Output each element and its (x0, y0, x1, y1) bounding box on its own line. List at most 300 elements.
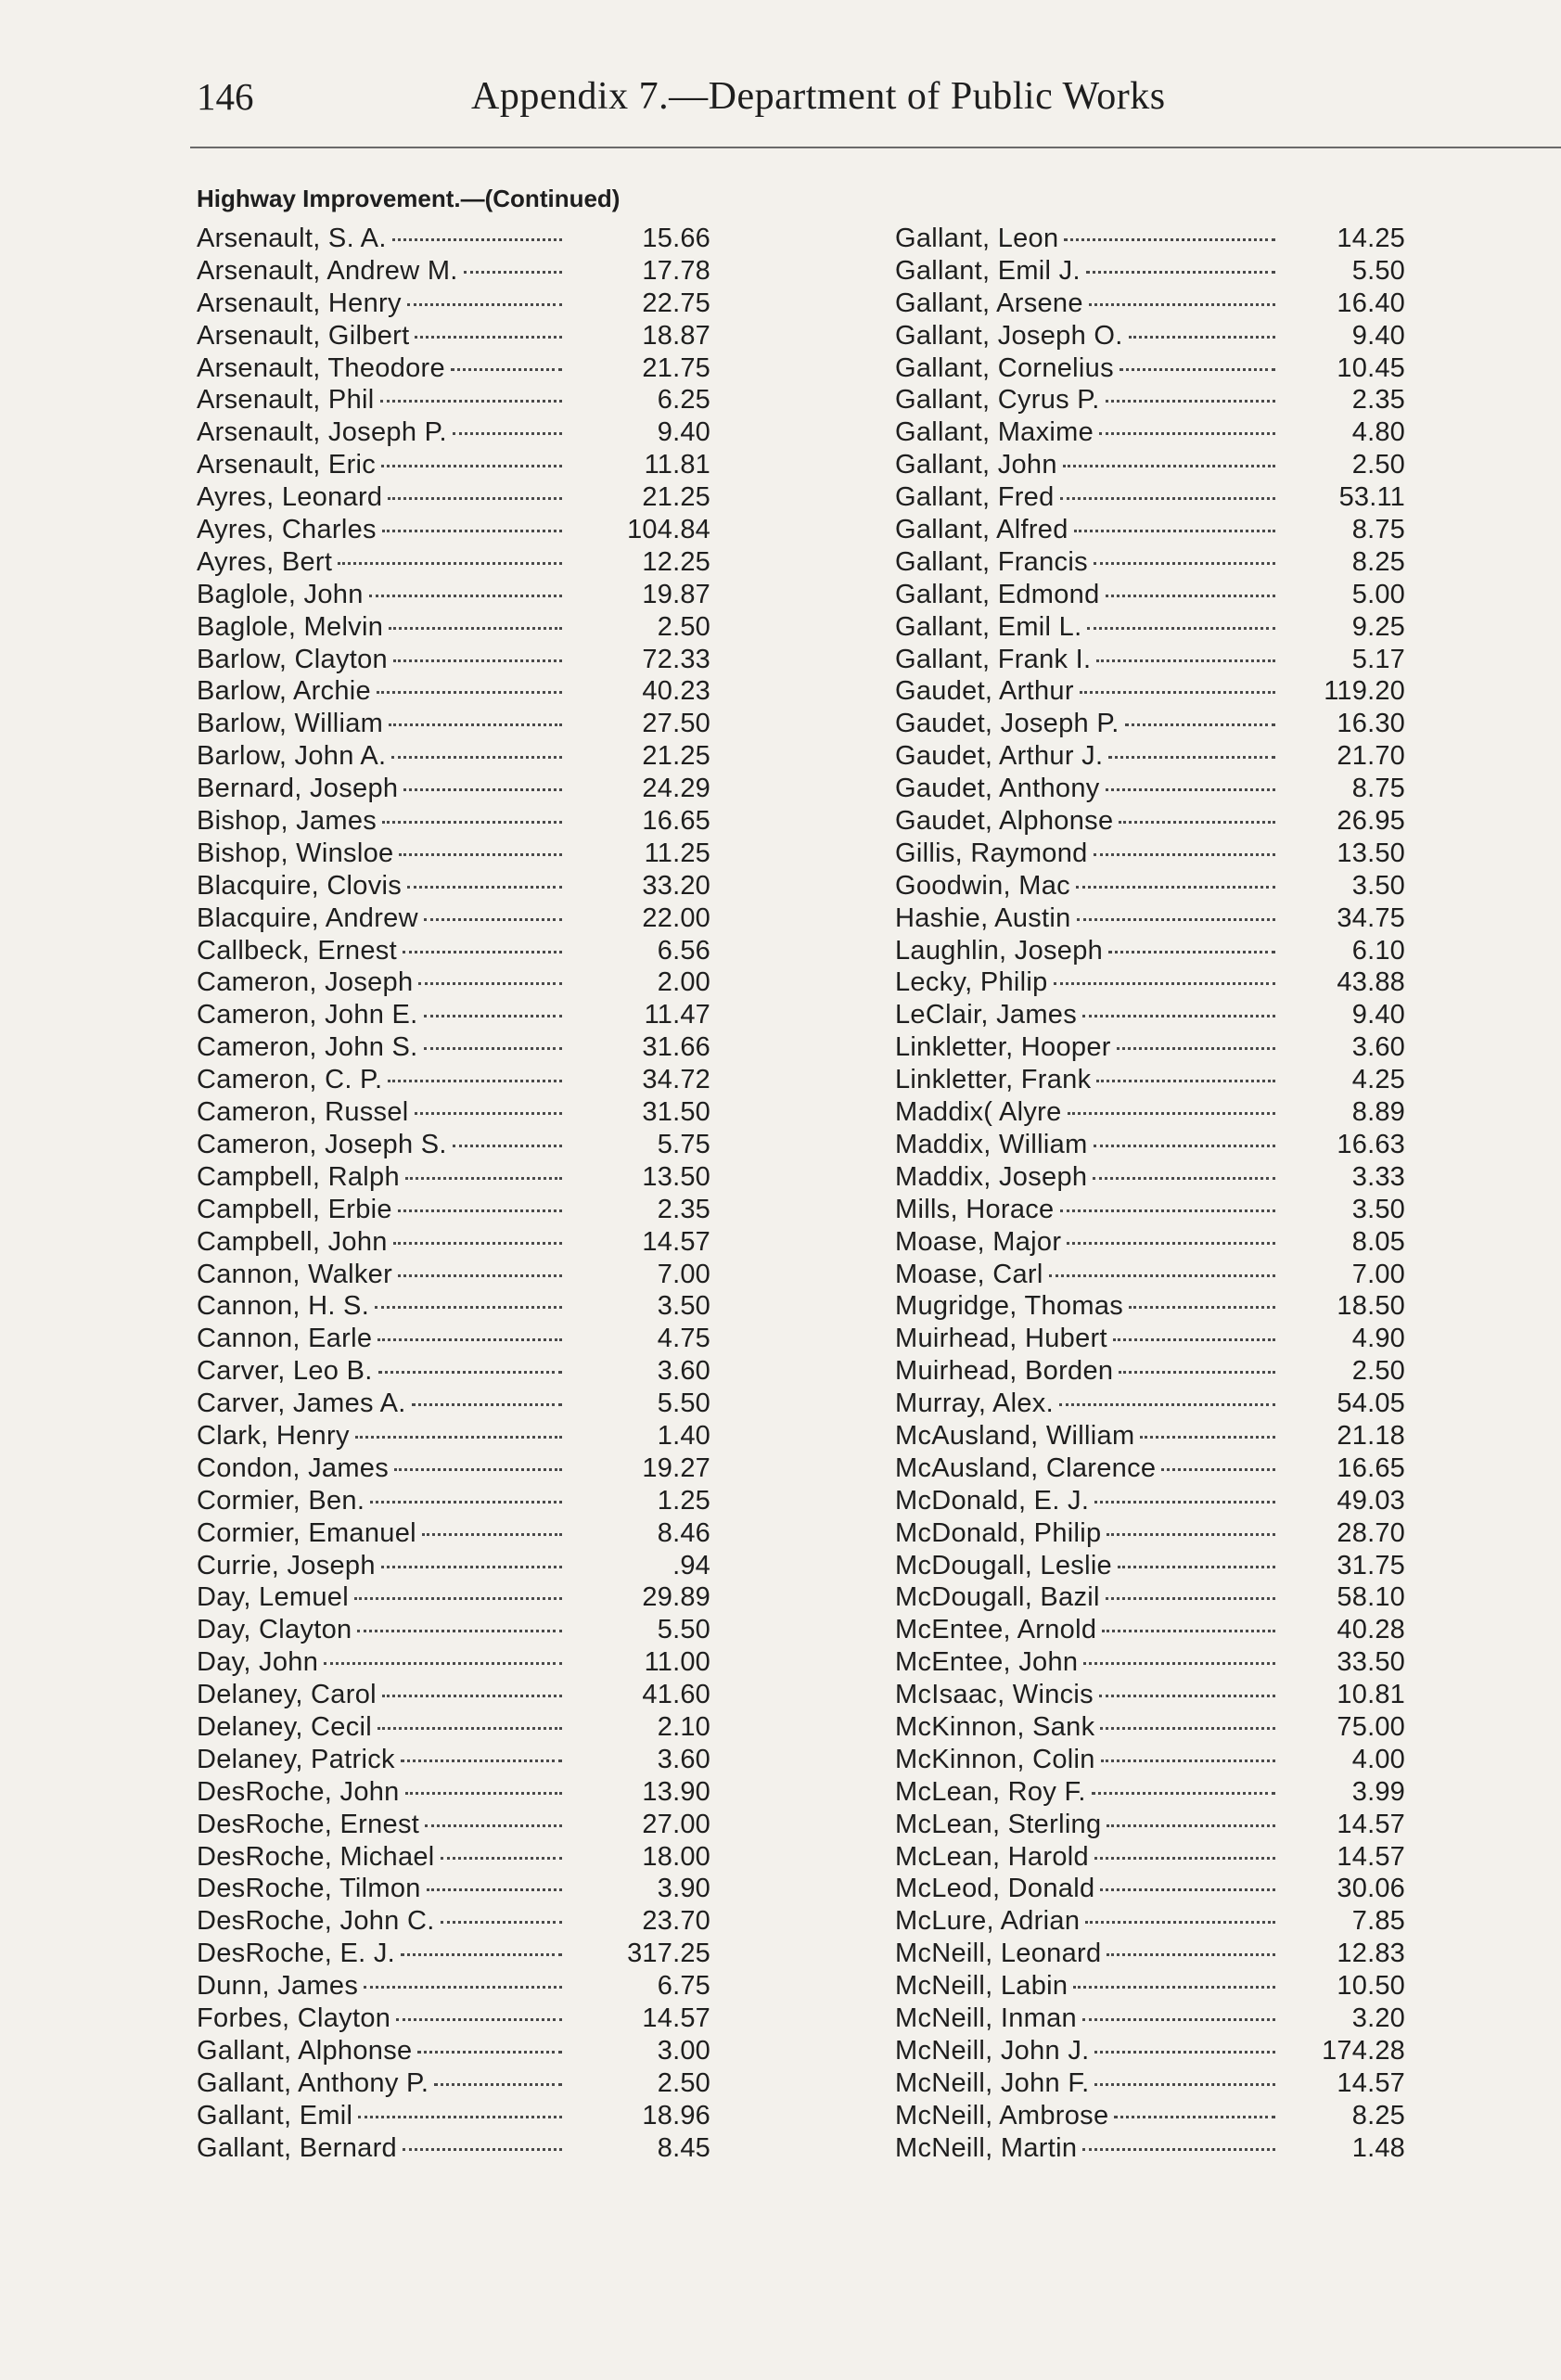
entry-name: Muirhead, Hubert (895, 1324, 1107, 1354)
entry-name-cell (197, 1970, 568, 2003)
dot-leader (389, 626, 562, 630)
entry-amount: 13.50 (642, 1161, 710, 1192)
entry-name-cell (197, 1290, 568, 1323)
entry-name-cell (197, 1161, 568, 1194)
entry-name: Gaudet, Anthony (895, 774, 1100, 804)
entry-amount: 11.00 (644, 1647, 710, 1678)
dot-leader (1094, 1500, 1275, 1503)
ledger-entry (895, 2132, 1405, 2165)
ledger-entry (197, 740, 710, 773)
dot-leader (1106, 787, 1275, 791)
entry-name-cell (197, 449, 568, 481)
dot-leader (1119, 820, 1275, 824)
entry-name-cell (197, 966, 568, 999)
entry-name: Gaudet, Arthur J. (895, 741, 1104, 772)
dot-leader (1113, 1337, 1275, 1341)
ledger-entry (895, 255, 1405, 288)
entry-name-cell (895, 1355, 1281, 1388)
entry-name: LeClair, James (895, 1000, 1077, 1030)
ledger-entry (197, 1031, 710, 1064)
entry-name-cell (895, 1485, 1281, 1517)
entry-name-cell (197, 352, 568, 385)
dot-leader (1060, 1209, 1276, 1212)
entry-name: Gaudet, Joseph P. (895, 709, 1120, 739)
dot-leader (1085, 1920, 1275, 1924)
entry-name-cell (197, 1031, 568, 1064)
dot-leader (1060, 496, 1275, 500)
entry-name: Moase, Major (895, 1226, 1062, 1257)
entry-name: McEntee, Arnold (895, 1615, 1097, 1645)
entry-name-cell (895, 546, 1281, 579)
entry-name-cell (197, 579, 568, 611)
dot-leader (377, 1726, 562, 1730)
entry-name: McNeill, John F. (895, 2067, 1090, 2098)
entry-amount: 3.50 (657, 1291, 710, 1322)
entry-name-cell (197, 1388, 568, 1420)
dot-leader (381, 1565, 562, 1568)
entry-name-cell (895, 740, 1281, 773)
entry-name-cell (895, 1841, 1281, 1874)
entry-name-cell (197, 1841, 568, 1874)
entry-amount: 14.57 (642, 2003, 710, 2033)
entry-amount: 22.00 (642, 902, 710, 933)
ledger-entry (197, 579, 710, 611)
ledger-entry (197, 838, 710, 870)
entry-amount: 3.50 (1351, 1194, 1405, 1224)
ledger-entry (197, 1809, 710, 1841)
entry-name: Gallant, Leon (895, 224, 1059, 253)
ledger-entry (895, 1970, 1405, 2003)
entry-amount: 31.50 (642, 1097, 710, 1128)
entry-amount: 33.20 (642, 870, 710, 901)
entry-name: Day, John (197, 1647, 319, 1678)
entry-name-cell (895, 1323, 1281, 1355)
dot-leader (1108, 950, 1275, 953)
dot-leader (1106, 399, 1275, 403)
entry-amount: 3.99 (1351, 1776, 1405, 1807)
dot-leader (324, 1661, 562, 1665)
entry-amount: 21.25 (642, 482, 710, 513)
entry-name-cell (895, 2003, 1281, 2035)
entry-name-cell (895, 1388, 1281, 1420)
entry-name-cell (197, 320, 568, 352)
ledger-entry (197, 708, 710, 740)
dot-leader (382, 529, 562, 532)
entry-name: Cameron, Russel (197, 1097, 409, 1128)
entry-amount: 4.90 (1351, 1324, 1405, 1354)
dot-leader (424, 1046, 562, 1050)
entry-name: McNeill, Martin (895, 2132, 1078, 2163)
entry-amount: 43.88 (1337, 967, 1405, 998)
ledger-entry (197, 1129, 710, 1161)
ledger-entry (895, 1161, 1405, 1194)
ledger-entry (895, 1096, 1405, 1129)
entry-name: Gaudet, Arthur (895, 676, 1074, 707)
entry-name-cell (895, 384, 1281, 416)
entry-amount: 49.03 (1337, 1485, 1405, 1516)
entry-name: Gaudet, Alphonse (895, 806, 1114, 837)
dot-leader (381, 464, 562, 467)
entry-name: Gallant, Anthony P. (197, 2067, 429, 2098)
dot-leader (377, 1337, 562, 1341)
entry-amount: 4.00 (1351, 1744, 1405, 1774)
dot-leader (392, 237, 562, 241)
entry-name: Hashie, Austin (895, 902, 1071, 933)
entry-name: Barlow, Clayton (197, 644, 388, 674)
entry-name-cell (197, 1679, 568, 1711)
ledger-entry (197, 611, 710, 644)
entry-amount: 24.29 (642, 774, 710, 804)
entry-name: Lecky, Philip (895, 967, 1048, 998)
entry-name-cell (197, 1129, 568, 1161)
ledger-entry (197, 1776, 710, 1809)
ledger-entry (197, 1290, 710, 1323)
ledger-entry (197, 805, 710, 838)
entry-name-cell (895, 870, 1281, 902)
dot-leader (1129, 1305, 1275, 1309)
ledger-entry (895, 1873, 1405, 1905)
dot-leader (364, 1985, 562, 1989)
ledger-entry (895, 966, 1405, 999)
entry-name-cell (895, 838, 1281, 870)
entry-name: Barlow, John A. (197, 741, 387, 772)
entry-name-cell (895, 1679, 1281, 1711)
dot-leader (422, 1532, 562, 1536)
ledger-entry (197, 1905, 710, 1938)
dot-leader (1082, 1014, 1275, 1017)
dot-leader (370, 1500, 562, 1503)
dot-leader (453, 1144, 562, 1147)
dot-leader (1094, 1144, 1275, 1147)
entry-name-cell (895, 1129, 1281, 1161)
entry-name-cell (895, 288, 1281, 320)
ledger-entry (895, 514, 1405, 546)
ledger-entry (197, 1679, 710, 1711)
entry-name-cell (197, 644, 568, 676)
entry-name: McNeill, Ambrose (895, 2100, 1109, 2130)
ledger-entry (895, 416, 1405, 449)
ledger-entry (895, 935, 1405, 967)
ledger-entry (197, 514, 710, 546)
entry-name-cell (197, 902, 568, 935)
entry-amount: 34.75 (1337, 902, 1405, 933)
dot-leader (1049, 1273, 1275, 1277)
entry-name-cell (197, 514, 568, 546)
ledger-entry (197, 1485, 710, 1517)
ledger-entry (895, 1323, 1405, 1355)
entry-name: Arsenault, Phil (197, 385, 375, 416)
dot-leader (1107, 1823, 1275, 1827)
ledger-entry (895, 1517, 1405, 1550)
entry-amount: 3.90 (657, 1874, 710, 1904)
ledger-entry (197, 870, 710, 902)
entry-name: Goodwin, Mac (895, 870, 1070, 901)
dot-leader (1114, 2115, 1275, 2118)
entry-name-cell (895, 1970, 1281, 2003)
entry-name: DesRoche, E. J. (197, 1939, 396, 1969)
dot-leader (398, 1209, 562, 1212)
entry-amount: 5.00 (1351, 579, 1405, 609)
dot-leader (407, 302, 562, 306)
entry-amount: 2.35 (657, 1194, 710, 1224)
ledger-entry (895, 2100, 1405, 2132)
ledger-entry (895, 223, 1405, 255)
dot-leader (403, 787, 562, 791)
entry-amount: .94 (672, 1550, 710, 1580)
entry-name-cell (895, 1226, 1281, 1259)
entry-name: Mills, Horace (895, 1194, 1055, 1224)
entry-amount: 16.30 (1337, 709, 1405, 739)
entry-name: Gallant, Fred (895, 482, 1055, 513)
entry-name-cell (197, 1550, 568, 1582)
entry-name-cell (197, 838, 568, 870)
entry-amount: 29.89 (642, 1582, 710, 1613)
entry-amount: 16.65 (642, 806, 710, 837)
entry-amount: 5.50 (657, 1388, 710, 1419)
entry-amount: 16.40 (1337, 288, 1405, 318)
entry-amount: 13.90 (642, 1776, 710, 1807)
dot-leader (399, 852, 562, 856)
entry-name: Gallant, Cyrus P. (895, 385, 1100, 416)
entry-name: Ayres, Leonard (197, 482, 383, 513)
dot-leader (1106, 1596, 1275, 1600)
entry-name: Maddix, William (895, 1129, 1088, 1159)
entry-name-cell (895, 1776, 1281, 1809)
entry-name: Gallant, Maxime (895, 417, 1094, 448)
dot-leader (441, 1920, 562, 1924)
entry-amount: 19.27 (642, 1452, 710, 1483)
entry-amount: 21.25 (642, 741, 710, 772)
entry-name-cell (895, 1744, 1281, 1776)
entry-name: McDougall, Bazil (895, 1582, 1100, 1613)
entry-amount: 8.05 (1351, 1226, 1405, 1257)
entry-name-cell (895, 1259, 1281, 1291)
left-column-list (197, 223, 710, 2164)
entry-amount: 119.20 (1324, 676, 1405, 707)
entry-amount: 2.10 (657, 1711, 710, 1742)
ledger-entry (895, 1129, 1405, 1161)
dot-leader (1089, 302, 1275, 306)
dot-leader (1068, 1111, 1275, 1115)
entry-amount: 3.60 (657, 1744, 710, 1774)
ledger-entry (197, 1355, 710, 1388)
entry-name-cell (197, 384, 568, 416)
ledger-entry (197, 1388, 710, 1420)
dot-leader (417, 2050, 562, 2054)
dot-leader (401, 1952, 562, 1956)
ledger-entry (895, 999, 1405, 1031)
entry-amount: 8.25 (1351, 2100, 1405, 2130)
entry-amount: 58.10 (1337, 1582, 1405, 1613)
entry-name-cell (895, 773, 1281, 805)
entry-name-cell (895, 223, 1281, 255)
entry-name-cell (197, 611, 568, 644)
entry-name-cell (197, 1581, 568, 1614)
entry-amount: 9.25 (1351, 611, 1405, 642)
entry-amount: 33.50 (1337, 1647, 1405, 1678)
entry-amount: 8.89 (1351, 1097, 1405, 1128)
dot-leader (1094, 561, 1275, 565)
ledger-entry (197, 2035, 710, 2067)
entry-name: Gallant, Alphonse (197, 2035, 413, 2066)
ledger-entry (895, 1711, 1405, 1744)
entry-amount: 12.83 (1337, 1939, 1405, 1969)
entry-amount: 18.96 (642, 2100, 710, 2130)
entry-name: Gallant, Emil J. (895, 255, 1081, 286)
ledger-entry (895, 384, 1405, 416)
entry-name-cell (197, 1485, 568, 1517)
entry-name-cell (197, 2003, 568, 2035)
ledger-entry (895, 1259, 1405, 1291)
entry-amount: 1.40 (657, 1420, 710, 1451)
dot-leader (1120, 367, 1275, 371)
dot-leader (1125, 723, 1275, 726)
entry-amount: 27.00 (642, 1809, 710, 1839)
entry-amount: 21.70 (1337, 741, 1405, 772)
entry-amount: 3.50 (1351, 870, 1405, 901)
ledger-entry (895, 1581, 1405, 1614)
ledger-entry (895, 1614, 1405, 1646)
entry-name-cell (197, 1452, 568, 1485)
entry-name: Bernard, Joseph (197, 774, 399, 804)
entry-amount: 8.46 (657, 1517, 710, 1548)
ledger-entry (895, 1646, 1405, 1679)
ledger-entry (895, 1744, 1405, 1776)
entry-name: Muirhead, Borden (895, 1356, 1114, 1387)
ledger-entry (197, 352, 710, 385)
entry-amount: 2.50 (1351, 1356, 1405, 1387)
entry-amount: 10.45 (1337, 352, 1405, 383)
entry-name-cell (895, 1873, 1281, 1905)
ledger-entry (197, 2067, 710, 2100)
entry-name-cell (197, 1259, 568, 1291)
entry-name: Cameron, Joseph S. (197, 1129, 447, 1159)
ledger-entry (895, 611, 1405, 644)
entry-name: Laughlin, Joseph (895, 935, 1104, 966)
dot-leader (1108, 755, 1275, 759)
ledger-entry (895, 1064, 1405, 1096)
entry-name: Gillis, Raymond (895, 838, 1088, 868)
entry-name-cell (197, 1744, 568, 1776)
entry-amount: 5.17 (1351, 644, 1405, 674)
entry-amount: 34.72 (642, 1065, 710, 1095)
ledger-entry (197, 288, 710, 320)
ledger-entry (197, 644, 710, 676)
ledger-entry (197, 2003, 710, 2035)
entry-amount: 23.70 (642, 1906, 710, 1937)
entry-amount: 3.20 (1351, 2003, 1405, 2033)
dot-leader (412, 1402, 562, 1406)
dot-leader (1102, 1629, 1275, 1632)
entry-name: Campbell, Erbie (197, 1194, 392, 1224)
header-divider (190, 147, 1561, 148)
page-title: Appendix 7.—Department of Public Works (471, 75, 1166, 118)
dot-leader (415, 1111, 562, 1115)
entry-name-cell (197, 935, 568, 967)
entry-amount: 27.50 (642, 709, 710, 739)
entry-name: McAusland, Clarence (895, 1452, 1157, 1483)
entry-name: Carver, Leo B. (197, 1356, 373, 1387)
entry-name: Cormier, Ben. (197, 1485, 365, 1516)
entry-name: McLean, Sterling (895, 1809, 1102, 1839)
entry-name-cell (197, 773, 568, 805)
entry-name-cell (895, 481, 1281, 514)
entry-amount: 12.25 (642, 546, 710, 577)
ledger-entry (197, 1938, 710, 1970)
entry-name: McKinnon, Sank (895, 1711, 1095, 1742)
entry-name: Barlow, Archie (197, 676, 371, 707)
dot-leader (425, 1823, 562, 1827)
ledger-entry (895, 1485, 1405, 1517)
ledger-entry (895, 870, 1405, 902)
ledger-entry (197, 1550, 710, 1582)
ledger-entry (895, 902, 1405, 935)
ledger-entry (895, 320, 1405, 352)
entry-name: Gallant, Emil L. (895, 611, 1082, 642)
dot-leader (1096, 659, 1275, 662)
entry-name: Ayres, Charles (197, 515, 377, 545)
entry-name: Arsenault, S. A. (197, 224, 387, 253)
entry-amount: 21.75 (642, 352, 710, 383)
entry-name: DesRoche, John (197, 1776, 400, 1807)
dot-leader (338, 561, 562, 565)
entry-amount: 16.65 (1337, 1452, 1405, 1483)
entry-name: Condon, James (197, 1452, 390, 1483)
dot-leader (393, 1241, 562, 1245)
entry-name: Cameron, John S. (197, 1032, 418, 1063)
ledger-entry (197, 1711, 710, 1744)
entry-name-cell (197, 675, 568, 708)
entry-name-cell (895, 1517, 1281, 1550)
dot-leader (1140, 1435, 1275, 1439)
dot-leader (354, 1596, 562, 1600)
dot-leader (403, 950, 562, 953)
entry-name-cell (895, 902, 1281, 935)
entry-amount: 31.66 (642, 1032, 710, 1063)
entry-amount: 8.45 (657, 2132, 710, 2163)
ledger-entry (197, 1970, 710, 2003)
entry-amount: 16.63 (1337, 1129, 1405, 1159)
dot-leader (1161, 1467, 1275, 1471)
dot-leader (1094, 2082, 1275, 2086)
dot-leader (1063, 464, 1275, 467)
ledger-entry (197, 1614, 710, 1646)
ledger-entry (895, 675, 1405, 708)
entry-amount: 3.00 (657, 2035, 710, 2066)
ledger-entry (895, 2003, 1405, 2035)
entry-name: Clark, Henry (197, 1420, 350, 1451)
ledger-entry (197, 1096, 710, 1129)
entry-amount: 9.40 (1351, 320, 1405, 351)
entry-name: Campbell, Ralph (197, 1161, 400, 1192)
entry-name-cell (895, 1809, 1281, 1841)
entry-name-cell (197, 740, 568, 773)
entry-name: Callbeck, Ernest (197, 935, 397, 966)
entry-amount: 18.00 (642, 1841, 710, 1872)
ledger-entry (197, 1064, 710, 1096)
entry-amount: 6.56 (657, 935, 710, 966)
ledger-entry (197, 966, 710, 999)
dot-leader (391, 755, 562, 759)
ledger-entry (895, 1355, 1405, 1388)
ledger-entry (895, 1938, 1405, 1970)
entry-amount: 2.50 (657, 2067, 710, 2098)
ledger-entry (895, 2067, 1405, 2100)
ledger-entry (895, 740, 1405, 773)
ledger-entry (197, 449, 710, 481)
dot-leader (1101, 1759, 1275, 1762)
dot-leader (1106, 594, 1275, 597)
